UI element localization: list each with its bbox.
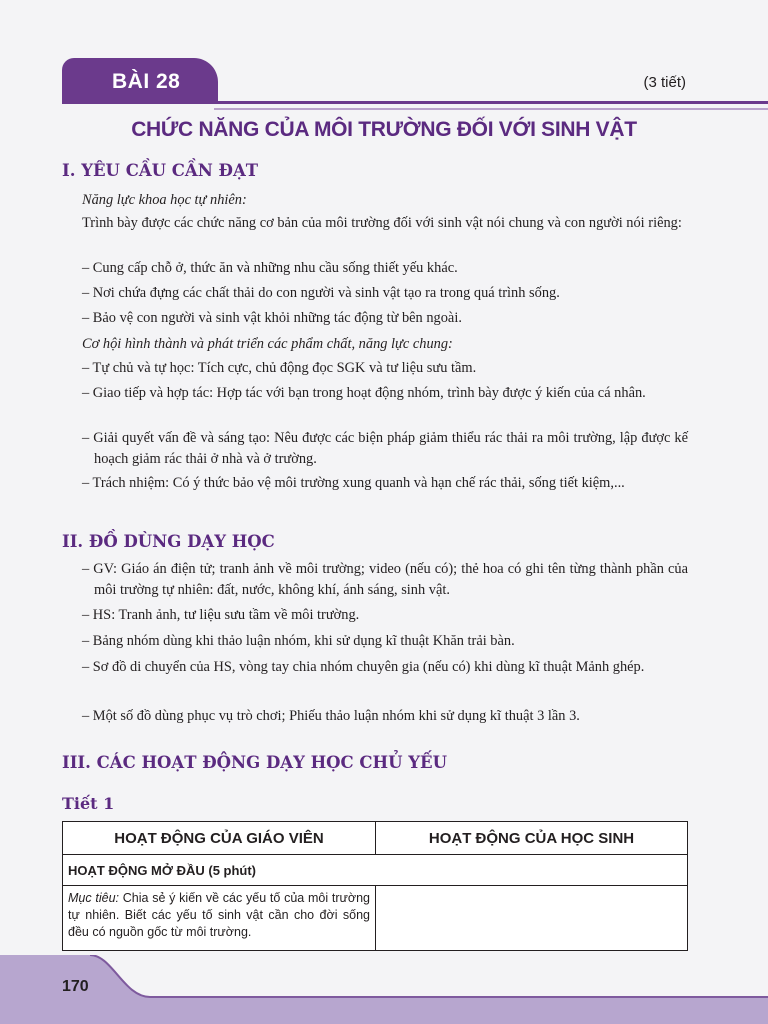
lesson-periods: (3 tiết) [643,74,686,91]
footer-band [0,955,768,1024]
table-row [63,886,688,951]
list-item: – Sơ đồ di chuyển của HS, vòng tay chia nhóm chuyên gia (nếu có) khi dùng kĩ thuật Mảnh ghép. [82,659,645,675]
section-1-heading: I. YÊU CẦU CẦN ĐẠT [62,161,259,180]
activity-title: HOẠT ĐỘNG MỞ ĐẦU (5 phút) [63,855,688,886]
list-item: – Cung cấp chỗ ở, thức ăn và những nhu cầu sống thiết yếu khác. [82,260,458,276]
objective-cell [63,886,376,951]
lesson-label: BÀI 28 [112,70,181,93]
list-item: – Trách nhiệm: Có ý thức bảo vệ môi trường xung quanh và hạn chế rác thải, sống tiết kiệm,... [82,475,625,491]
list-item: – Giải quyết vấn đề và sáng tạo: Nêu được các biện pháp giảm thiểu rác thải ra môi trường, lập được kế hoạch giảm rác thải ở nhà và ở trường. [82,430,688,467]
list-item: – Nơi chứa đựng các chất thải do con người và sinh vật tạo ra trong quá trình sống. [82,285,560,301]
section-1-intro: Trình bày được các chức năng cơ bản của môi trường đối với sinh vật nói chung và con người nói riêng: [82,215,682,231]
section-1-subheading-1: Năng lực khoa học tự nhiên: [82,192,247,208]
header-rule [200,101,768,104]
section-2-heading: II. ĐỒ DÙNG DẠY HỌC [62,532,275,551]
page-number: 170 [62,978,89,995]
header-rule-light [214,108,768,110]
column-header-teacher: HOẠT ĐỘNG CỦA GIÁO VIÊN [63,822,376,855]
table-header-row [63,822,688,855]
section-1-subheading-2: Cơ hội hình thành và phát triển các phẩm chất, năng lực chung: [82,336,453,352]
list-item: – Bảng nhóm dùng khi thảo luận nhóm, khi sử dụng kĩ thuật Khăn trải bàn. [82,633,515,649]
list-item: – Tự chủ và tự học: Tích cực, chủ động đọc SGK và tư liệu sưu tầm. [82,360,477,376]
objective-label: Mục tiêu: [68,891,119,905]
page-title: CHỨC NĂNG CỦA MÔI TRƯỜNG ĐỐI VỚI SINH VẬT [131,118,637,141]
student-cell [376,886,688,951]
lesson-plan-table [62,821,688,951]
period-label: Tiết 1 [62,794,115,813]
list-item: – Giao tiếp và hợp tác: Hợp tác với bạn trong hoạt động nhóm, trình bày được ý kiến của cá nhân. [82,385,646,401]
section-3-heading: III. CÁC HOẠT ĐỘNG DẠY HỌC CHỦ YẾU [62,753,448,772]
list-item: – HS: Tranh ảnh, tư liệu sưu tầm về môi trường. [82,607,360,623]
list-item: – Một số đồ dùng phục vụ trò chơi; Phiếu thảo luận nhóm khi sử dụng kĩ thuật 3 lần 3. [82,708,580,724]
objective-text: Chia sẻ ý kiến về các yếu tố của môi trường tự nhiên. Biết các yếu tố sinh vật cần cho đời sống đều có nguồn gốc từ môi trường. [68,891,370,939]
table-row [63,855,688,886]
list-item: – Bảo vệ con người và sinh vật khỏi những tác động từ bên ngoài. [82,310,462,326]
column-header-student: HOẠT ĐỘNG CỦA HỌC SINH [376,822,688,855]
list-item: – GV: Giáo án điện tử; tranh ảnh về môi trường; video (nếu có); thẻ hoa có ghi tên từng thành phần của môi trường tự nhiên: đất, nước, không khí, ánh sáng, sinh vật. [82,561,688,598]
